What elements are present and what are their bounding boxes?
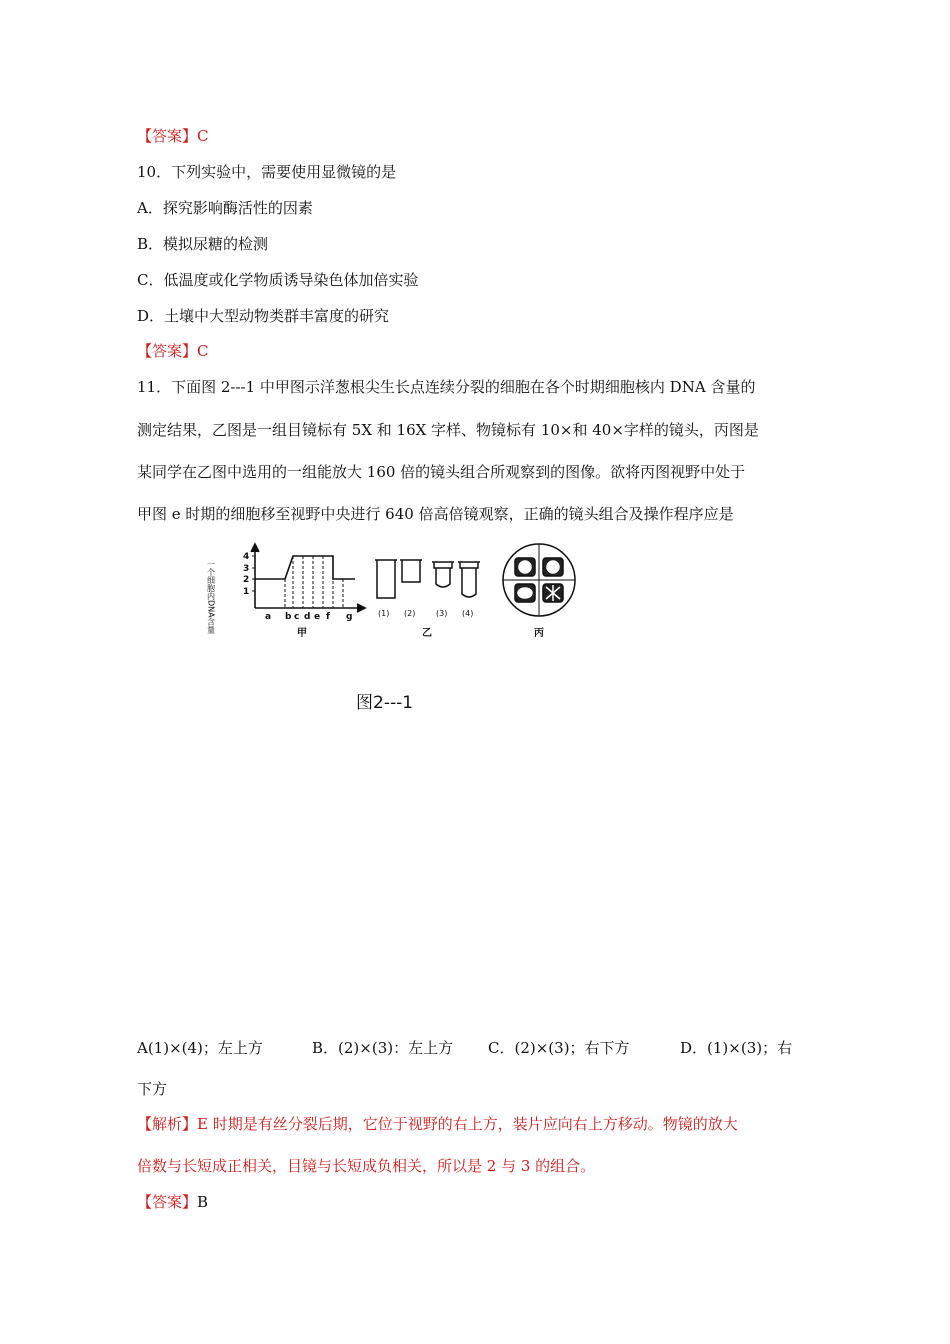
y-tick-1: 1	[243, 587, 250, 597]
q10-stem: 10．下列实验中，需要使用显微镜的是	[137, 163, 397, 181]
q11-option-a: A(1)×(4)；左上方	[137, 1039, 263, 1057]
answer-prev: 【答案】C	[137, 127, 209, 145]
panel-jia-label: 甲	[297, 628, 307, 639]
y-tick-4: 4	[243, 552, 250, 562]
analysis-tag: 【解析】	[137, 1115, 198, 1133]
q10-option-d: D．土壤中大型动物类群丰富度的研究	[137, 307, 390, 325]
figure-caption: 图2---1	[356, 693, 414, 713]
lenses-yi	[375, 560, 480, 598]
q11-stem-line4: 甲图 e 时期的细胞移至视野中央进行 640 倍高倍镜观察，正确的镜头组合及操作程序应是	[137, 505, 734, 523]
lens-label-3: (3)	[436, 609, 448, 618]
q11-analysis-line1	[137, 1114, 738, 1134]
q11-option-d: D．(1)×(3)；右	[680, 1039, 793, 1057]
panel-yi-label: 乙	[422, 628, 432, 639]
q11-stem-line3: 某同学在乙图中选用的一组能放大 160 倍的镜头组合所观察到的图像。欲将丙图视野中处于	[137, 463, 746, 481]
q11-option-c: C．(2)×(3)；右下方	[488, 1039, 630, 1057]
x-tick-f: f	[326, 612, 330, 622]
lens-label-1: (1)	[378, 609, 390, 618]
x-tick-d: d	[304, 612, 311, 622]
q11-answer	[137, 1192, 208, 1212]
analysis-text-1: E 时期是有丝分裂后期，它位于视野的右上方，装片应向右上方移动。物镜的放大	[197, 1115, 738, 1133]
q10-answer: 【答案】C	[137, 342, 209, 360]
x-tick-e: e	[314, 612, 321, 622]
y-axis-label: 一个细胞内DNA含量	[206, 560, 216, 634]
y-tick-3: 3	[243, 564, 250, 574]
q10-option-a: A．探究影响酶活性的因素	[137, 199, 313, 217]
figure-2-1	[205, 538, 625, 648]
panel-bing-label: 丙	[534, 628, 544, 639]
q11-stem-line2: 测定结果，乙图是一组目镜标有 5X 和 16X 字样、物镜标有 10×和 40×字样的镜头，丙图是	[137, 421, 759, 439]
field-of-view-bing	[503, 544, 575, 616]
lens-label-2: (2)	[404, 609, 416, 618]
q11-stem-line1: 11．下面图 2---1 中甲图示洋葱根尖生长点连续分裂的细胞在各个时期细胞核内 DNA 含量的	[137, 378, 756, 396]
q10-option-c: C．低温度或化学物质诱导染色体加倍实验	[137, 271, 419, 289]
q10-option-b: B．模拟尿糖的检测	[137, 235, 269, 253]
answer-value: B	[197, 1193, 209, 1211]
x-tick-g: g	[346, 612, 353, 622]
x-tick-c: c	[294, 612, 300, 622]
q11-option-b: B．(2)×(3)：左上方	[312, 1039, 454, 1057]
y-tick-2: 2	[243, 575, 250, 585]
q11-analysis-line2: 倍数与长短成正相关，目镜与长短成负相关，所以是 2 与 3 的组合。	[137, 1157, 596, 1175]
x-tick-a: a	[265, 612, 272, 622]
x-tick-b: b	[285, 612, 292, 622]
q11-option-d-cont: 下方	[137, 1080, 168, 1098]
answer-tag: 【答案】	[137, 1193, 198, 1211]
lens-label-4: (4)	[462, 609, 474, 618]
